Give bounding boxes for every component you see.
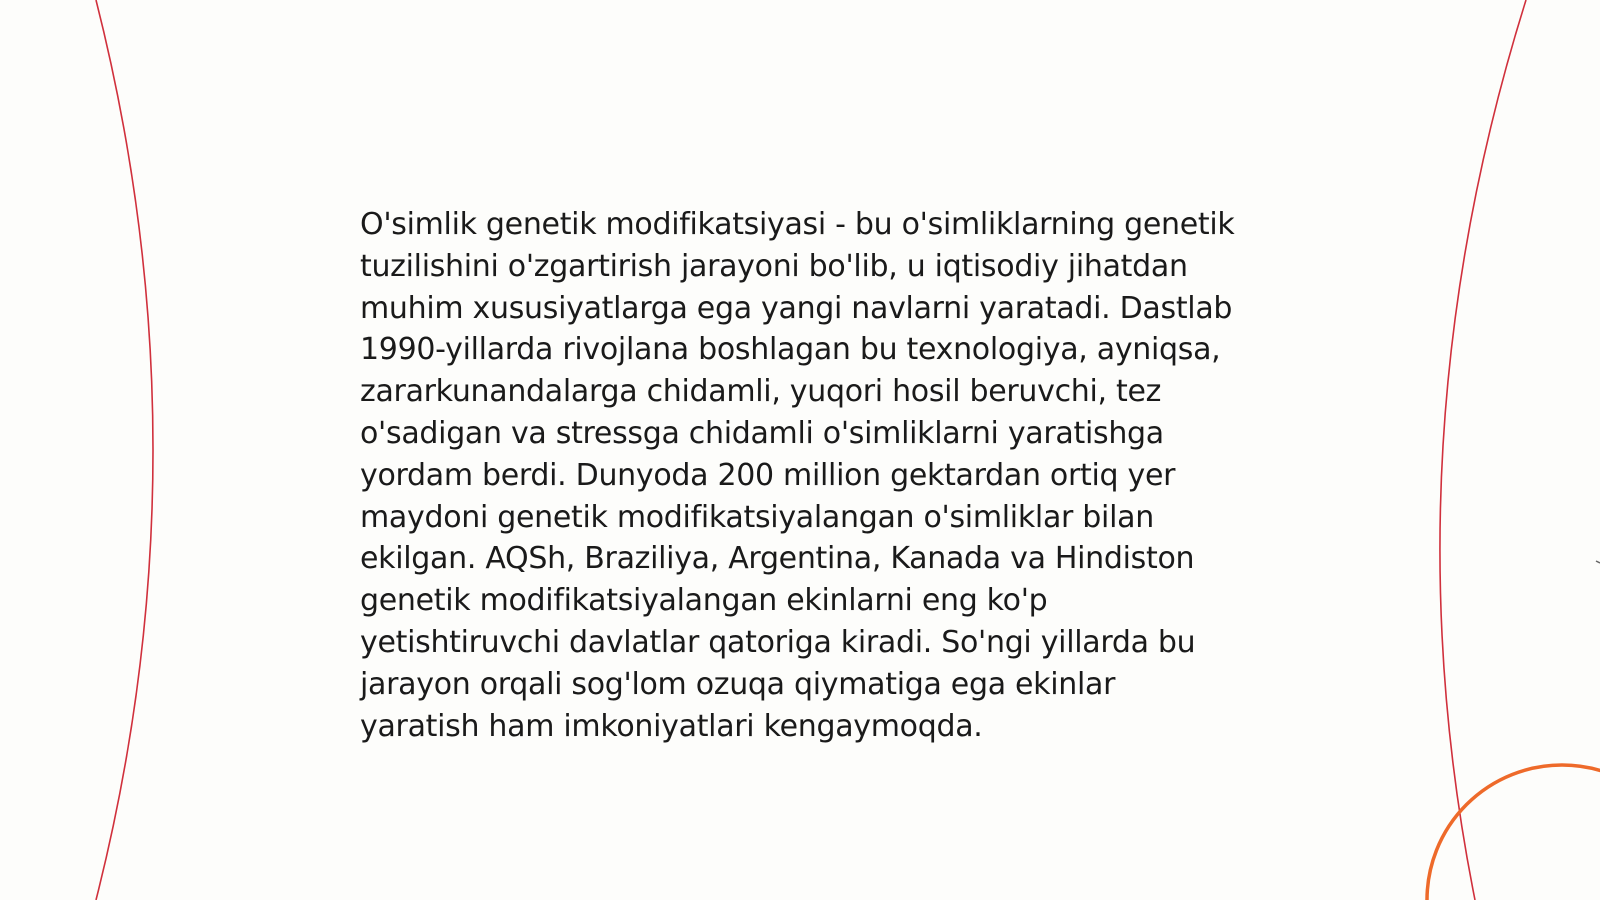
left-curve-line xyxy=(96,0,153,900)
body-paragraph: O'simlik genetik modifikatsiyasi - bu o'simliklarning genetik tuzilishini o'zgartirish jarayoni bo'lib, u iqtisodiy jihatdan muhim xususiyatlarga ega yangi navlarni yaratadi. Dastlab 1990-yillarda rivojlana boshlagan bu texnologiya, ayniqsa, zararkunandalarga chidamli, yuqori hosil beruvchi, tez o'sadigan va stressga chidamli o'simliklarni yaratishga yordam berdi. Dunyoda 200 million gektardan ortiq yer maydoni genetik modifikatsiyalangan o'simliklar bilan ekilgan. AQSh, Braziliya, Argentina, Kanada va Hindiston genetik modifikatsiyalangan ekinlarni eng ko'p yetishtiruvchi davlatlar qatoriga kiradi. So'ngi yillarda bu jarayon orqali sog'lom ozuqa qiymatiga ega ekinlar yaratish ham imkoniyatlari kengaymoqda. xyxy=(360,207,1235,744)
orange-circle-outline xyxy=(1427,765,1600,900)
right-curve-line xyxy=(1440,0,1526,900)
tiny-accent-mark xyxy=(1596,561,1600,563)
